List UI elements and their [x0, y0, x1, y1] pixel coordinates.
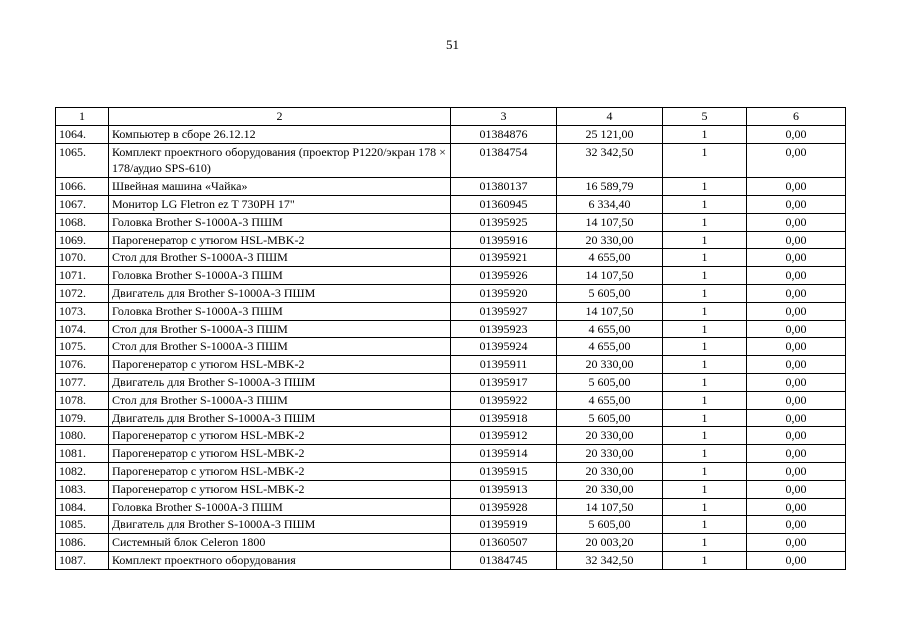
value-cell: 0,00	[747, 284, 846, 302]
value-cell: 0,00	[747, 320, 846, 338]
value-cell: 0,00	[747, 373, 846, 391]
row-number-cell: 1068.	[56, 213, 109, 231]
table-row	[56, 178, 846, 196]
row-number-cell: 1075.	[56, 338, 109, 356]
amount-cell: 14 107,50	[557, 267, 663, 285]
item-name-cell: Двигатель для Brother S-1000A-3 ПШМ	[109, 409, 451, 427]
item-name-cell: Стол для Brother S-1000A-3 ПШМ	[109, 320, 451, 338]
value-cell: 0,00	[747, 462, 846, 480]
amount-cell: 32 342,50	[557, 143, 663, 178]
row-number-cell: 1086.	[56, 534, 109, 552]
quantity-cell: 1	[663, 391, 747, 409]
inventory-code-cell: 01395920	[451, 284, 557, 302]
value-cell: 0,00	[747, 480, 846, 498]
item-name-cell: Парогенератор с утюгом HSL-MBK-2	[109, 356, 451, 374]
row-number-cell: 1064.	[56, 125, 109, 143]
row-number-cell: 1076.	[56, 356, 109, 374]
amount-cell: 14 107,50	[557, 498, 663, 516]
value-cell: 0,00	[747, 498, 846, 516]
column-header: 1	[56, 108, 109, 126]
amount-cell: 4 655,00	[557, 249, 663, 267]
value-cell: 0,00	[747, 445, 846, 463]
page-number: 51	[446, 37, 459, 52]
table-row	[56, 143, 846, 178]
item-name-cell: Парогенератор с утюгом HSL-MBK-2	[109, 231, 451, 249]
quantity-cell: 1	[663, 267, 747, 285]
item-name-cell: Комплект проектного оборудования	[109, 551, 451, 569]
table-row	[56, 338, 846, 356]
row-number-cell: 1073.	[56, 302, 109, 320]
inventory-code-cell: 01395915	[451, 462, 557, 480]
quantity-cell: 1	[663, 143, 747, 178]
column-header: 3	[451, 108, 557, 126]
value-cell: 0,00	[747, 391, 846, 409]
amount-cell: 5 605,00	[557, 409, 663, 427]
row-number-cell: 1077.	[56, 373, 109, 391]
item-name-cell: Системный блок Celeron 1800	[109, 534, 451, 552]
quantity-cell: 1	[663, 125, 747, 143]
quantity-cell: 1	[663, 284, 747, 302]
inventory-code-cell: 01360945	[451, 195, 557, 213]
inventory-code-cell: 01395928	[451, 498, 557, 516]
quantity-cell: 1	[663, 178, 747, 196]
column-header: 6	[747, 108, 846, 126]
quantity-cell: 1	[663, 551, 747, 569]
inventory-code-cell: 01395921	[451, 249, 557, 267]
value-cell: 0,00	[747, 267, 846, 285]
inventory-code-cell: 01395918	[451, 409, 557, 427]
item-name-cell: Комплект проектного оборудования (проектор P1220/экран 178 × 178/аудио SPS-610)	[109, 143, 451, 178]
inventory-code-cell: 01395914	[451, 445, 557, 463]
table-row	[56, 302, 846, 320]
quantity-cell: 1	[663, 356, 747, 374]
amount-cell: 5 605,00	[557, 284, 663, 302]
row-number-cell: 1067.	[56, 195, 109, 213]
inventory-code-cell: 01395917	[451, 373, 557, 391]
table-row	[56, 551, 846, 569]
quantity-cell: 1	[663, 445, 747, 463]
inventory-code-cell: 01395924	[451, 338, 557, 356]
table-row	[56, 480, 846, 498]
item-name-cell: Двигатель для Brother S-1000A-3 ПШМ	[109, 373, 451, 391]
table-row	[56, 267, 846, 285]
inventory-code-cell: 01380137	[451, 178, 557, 196]
quantity-cell: 1	[663, 213, 747, 231]
amount-cell: 14 107,50	[557, 302, 663, 320]
table-row	[56, 356, 846, 374]
amount-cell: 20 330,00	[557, 462, 663, 480]
table-row	[56, 373, 846, 391]
amount-cell: 20 330,00	[557, 231, 663, 249]
amount-cell: 5 605,00	[557, 373, 663, 391]
amount-cell: 16 589,79	[557, 178, 663, 196]
inventory-code-cell: 01395927	[451, 302, 557, 320]
row-number-cell: 1078.	[56, 391, 109, 409]
quantity-cell: 1	[663, 373, 747, 391]
row-number-cell: 1074.	[56, 320, 109, 338]
inventory-code-cell: 01360507	[451, 534, 557, 552]
item-name-cell: Головка Brother S-1000A-3 ПШМ	[109, 213, 451, 231]
row-number-cell: 1069.	[56, 231, 109, 249]
inventory-code-cell: 01395912	[451, 427, 557, 445]
row-number-cell: 1083.	[56, 480, 109, 498]
item-name-cell: Парогенератор с утюгом HSL-MBK-2	[109, 427, 451, 445]
table-row	[56, 498, 846, 516]
inventory-code-cell: 01395925	[451, 213, 557, 231]
table-row	[56, 231, 846, 249]
item-name-cell: Парогенератор с утюгом HSL-MBK-2	[109, 445, 451, 463]
quantity-cell: 1	[663, 427, 747, 445]
inventory-code-cell: 01395913	[451, 480, 557, 498]
table-row	[56, 195, 846, 213]
amount-cell: 6 334,40	[557, 195, 663, 213]
amount-cell: 4 655,00	[557, 391, 663, 409]
row-number-cell: 1066.	[56, 178, 109, 196]
value-cell: 0,00	[747, 125, 846, 143]
value-cell: 0,00	[747, 231, 846, 249]
row-number-cell: 1065.	[56, 143, 109, 178]
value-cell: 0,00	[747, 178, 846, 196]
table-row	[56, 462, 846, 480]
item-name-cell: Монитор LG Fletron ez T 730PH 17"	[109, 195, 451, 213]
value-cell: 0,00	[747, 516, 846, 534]
amount-cell: 20 003,20	[557, 534, 663, 552]
table-row	[56, 391, 846, 409]
item-name-cell: Головка Brother S-1000A-3 ПШМ	[109, 498, 451, 516]
row-number-cell: 1081.	[56, 445, 109, 463]
quantity-cell: 1	[663, 498, 747, 516]
column-header: 4	[557, 108, 663, 126]
row-number-cell: 1084.	[56, 498, 109, 516]
amount-cell: 20 330,00	[557, 356, 663, 374]
item-name-cell: Парогенератор с утюгом HSL-MBK-2	[109, 480, 451, 498]
value-cell: 0,00	[747, 213, 846, 231]
table-header-row	[56, 108, 846, 126]
amount-cell: 4 655,00	[557, 338, 663, 356]
quantity-cell: 1	[663, 480, 747, 498]
column-header: 2	[109, 108, 451, 126]
inventory-code-cell: 01395916	[451, 231, 557, 249]
row-number-cell: 1071.	[56, 267, 109, 285]
inventory-code-cell: 01395911	[451, 356, 557, 374]
amount-cell: 14 107,50	[557, 213, 663, 231]
inventory-code-cell: 01395923	[451, 320, 557, 338]
item-name-cell: Головка Brother S-1000A-3 ПШМ	[109, 267, 451, 285]
table-row	[56, 409, 846, 427]
value-cell: 0,00	[747, 302, 846, 320]
row-number-cell: 1070.	[56, 249, 109, 267]
quantity-cell: 1	[663, 249, 747, 267]
value-cell: 0,00	[747, 534, 846, 552]
inventory-code-cell: 01384876	[451, 125, 557, 143]
value-cell: 0,00	[747, 338, 846, 356]
quantity-cell: 1	[663, 516, 747, 534]
value-cell: 0,00	[747, 249, 846, 267]
inventory-code-cell: 01384754	[451, 143, 557, 178]
table-row	[56, 284, 846, 302]
row-number-cell: 1072.	[56, 284, 109, 302]
quantity-cell: 1	[663, 195, 747, 213]
inventory-code-cell: 01395926	[451, 267, 557, 285]
table-row	[56, 249, 846, 267]
table-row	[56, 213, 846, 231]
row-number-cell: 1079.	[56, 409, 109, 427]
inventory-code-cell: 01384745	[451, 551, 557, 569]
table-row	[56, 125, 846, 143]
item-name-cell: Двигатель для Brother S-1000A-3 ПШМ	[109, 516, 451, 534]
value-cell: 0,00	[747, 409, 846, 427]
value-cell: 0,00	[747, 427, 846, 445]
amount-cell: 4 655,00	[557, 320, 663, 338]
amount-cell: 5 605,00	[557, 516, 663, 534]
column-header: 5	[663, 108, 747, 126]
item-name-cell: Головка Brother S-1000A-3 ПШМ	[109, 302, 451, 320]
quantity-cell: 1	[663, 462, 747, 480]
table-row	[56, 427, 846, 445]
quantity-cell: 1	[663, 534, 747, 552]
inventory-code-cell: 01395922	[451, 391, 557, 409]
quantity-cell: 1	[663, 231, 747, 249]
row-number-cell: 1082.	[56, 462, 109, 480]
row-number-cell: 1087.	[56, 551, 109, 569]
inventory-code-cell: 01395919	[451, 516, 557, 534]
value-cell: 0,00	[747, 356, 846, 374]
amount-cell: 20 330,00	[557, 445, 663, 463]
item-name-cell: Двигатель для Brother S-1000A-3 ПШМ	[109, 284, 451, 302]
row-number-cell: 1085.	[56, 516, 109, 534]
item-name-cell: Швейная машина «Чайка»	[109, 178, 451, 196]
item-name-cell: Стол для Brother S-1000A-3 ПШМ	[109, 249, 451, 267]
item-name-cell: Парогенератор с утюгом HSL-MBK-2	[109, 462, 451, 480]
table-row	[56, 320, 846, 338]
item-name-cell: Стол для Brother S-1000A-3 ПШМ	[109, 338, 451, 356]
quantity-cell: 1	[663, 320, 747, 338]
table-row	[56, 445, 846, 463]
table-row	[56, 516, 846, 534]
value-cell: 0,00	[747, 195, 846, 213]
amount-cell: 20 330,00	[557, 427, 663, 445]
amount-cell: 25 121,00	[557, 125, 663, 143]
item-name-cell: Стол для Brother S-1000A-3 ПШМ	[109, 391, 451, 409]
table-row	[56, 534, 846, 552]
amount-cell: 20 330,00	[557, 480, 663, 498]
quantity-cell: 1	[663, 338, 747, 356]
quantity-cell: 1	[663, 302, 747, 320]
quantity-cell: 1	[663, 409, 747, 427]
value-cell: 0,00	[747, 551, 846, 569]
row-number-cell: 1080.	[56, 427, 109, 445]
amount-cell: 32 342,50	[557, 551, 663, 569]
item-name-cell: Компьютер в сборе 26.12.12	[109, 125, 451, 143]
value-cell: 0,00	[747, 143, 846, 178]
table-body	[56, 108, 846, 570]
inventory-table	[55, 107, 846, 570]
